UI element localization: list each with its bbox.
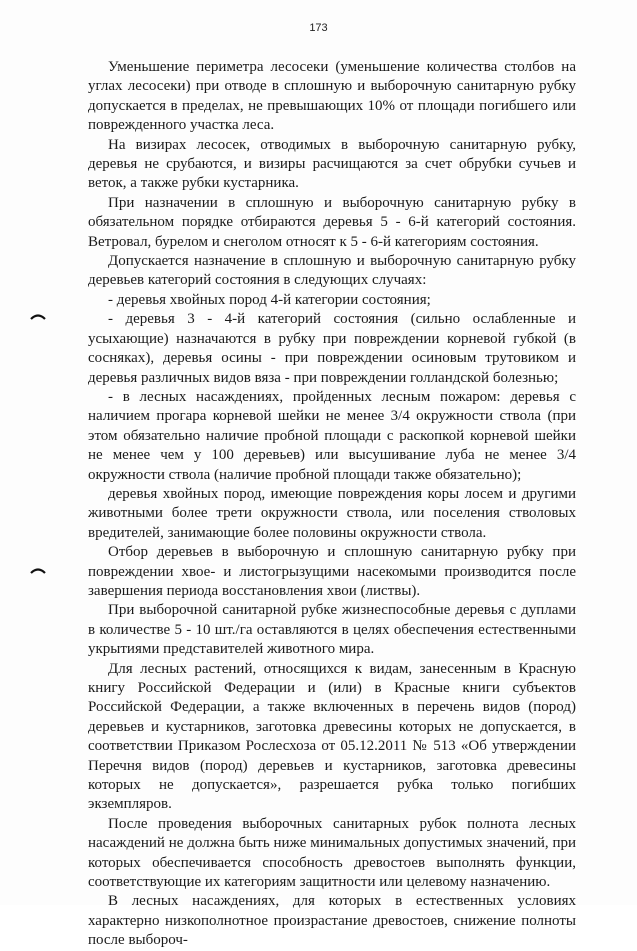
paragraph: На визирах лесосек, отводимых в выборочную санитарную рубку, деревья не срубаются, и визиры расчищаются за счет обрубки сучьев и веток, а также рубки кустарника. (88, 136, 576, 192)
list-item: - деревья хвойных пород 4-й категории состояния; (108, 291, 431, 308)
paragraph: В лесных насаждениях, для которых в естественных условиях характерно низкополнотное произрастание древостоев, снижение полноты после выбороч- (88, 893, 576, 949)
paragraph: Допускается назначение в сплошную и выборочную санитарную рубку деревьев категорий состояния в следующих случаях: (88, 253, 576, 289)
paragraph: После проведения выборочных санитарных рубок полнота лесных насаждений не должна быть ниже минимальных допустимых значений, при которых обеспечивается способность древостоев выполнять функции, соответствующие их категориям защитности или целевому назначению. (88, 815, 576, 891)
paragraph: Уменьшение периметра лесосеки (уменьшение количества столбов на углах лесосеки) при отводе в сплошную и выборочную санитарную рубку допускается в пределах, не превышающих 10% от площади погибшего или поврежденного участка леса. (88, 59, 576, 134)
paragraph: Для лесных растений, относящихся к видам, занесенным в Красную книгу Российской Федерации и (или) в Красные книги субъектов Российской Федерации, а также включенных в перечень видов (пород) деревьев и кустарников, заготовка древесины которых не допускается, в соответствии Приказом Рослесхоза от 05.12.2011 № 513 «Об утверждении Перечня видов (пород) деревьев и кустарников, заготовка древесины которых не допускается», разрешается рубка только погибших экземпляров. (88, 660, 576, 813)
paragraph: Отбор деревьев в выборочную и сплошную санитарную рубку при повреждении хвое- и листогрызущими насекомыми производится после завершения периода восстановления хвои (листвы). (88, 544, 576, 599)
body-text (88, 58, 576, 951)
paragraph: При выборочной санитарной рубке жизнеспособные деревья с дуплами в количестве 5 - 10 шт./га оставляются в целях обеспечения естественными укрытиями представителей животного мира. (88, 602, 576, 658)
margin-mark-icon (30, 566, 46, 574)
list-item: - деревья 3 - 4-й категорий состояния (сильно ослабленные и усыхающие) назначаются в рубку при повреждении корневой губкой (в сосняках), деревья осины - при повреждении осиновым трутовиком и деревья различных видов вяза - при повреждении голландской болезнью; (88, 311, 576, 386)
list-item: деревья хвойных пород, имеющие повреждения коры лосем и другими животными более трети окружности ствола, или поселения стволовых вредителей, занимающие более половины окружности ствола. (88, 485, 576, 541)
paragraph: При назначении в сплошную и выборочную санитарную рубку в обязательном порядке отбираются деревья 5 - 6-й категорий состояния. Ветровал, бурелом и снеголом относят к 5 - 6-й категориям состояния. (88, 194, 576, 250)
list-item: - в лесных насаждениях, пройденных лесным пожаром: деревья с наличием прогара корневой шейки не менее 3/4 окружности ствола (при этом обязательно наличие пробной площади с раскопкой корневой шейки не менее чем у 100 деревьев) или высушивание луба не менее 3/4 окружности ствола (наличие пробной площади также обязательно); (88, 388, 576, 483)
margin-mark-icon (30, 312, 46, 320)
page-number: 173 (309, 22, 328, 34)
